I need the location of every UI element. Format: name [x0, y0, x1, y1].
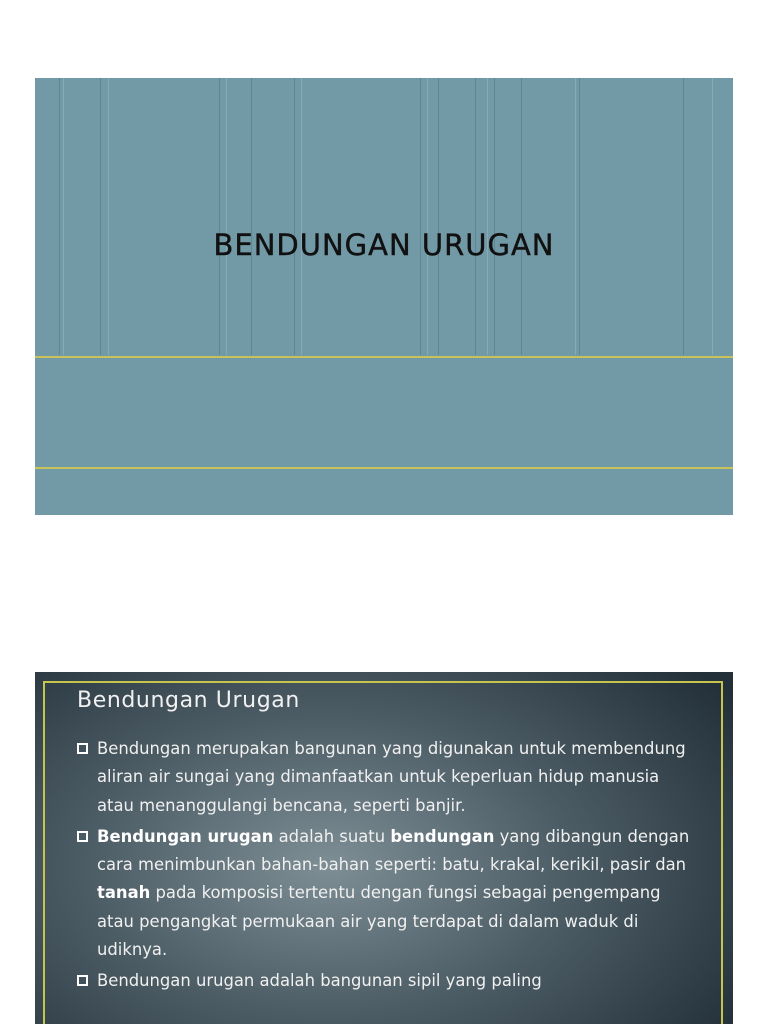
decor-line [63, 78, 64, 355]
decor-line [294, 78, 295, 355]
decor-line [301, 78, 302, 355]
decor-line [251, 78, 252, 355]
decor-line [683, 78, 684, 355]
decor-line [59, 78, 60, 355]
decor-line [521, 78, 522, 355]
decor-line [219, 78, 220, 355]
checkbox-bullet-icon [77, 831, 88, 842]
decor-line [575, 78, 576, 355]
bullet-list [77, 735, 699, 999]
divider-line [35, 467, 733, 469]
bullet-item [77, 735, 699, 820]
bold-term: Bendungan urugan [97, 826, 274, 846]
slide-title: BENDUNGAN URUGAN [213, 228, 555, 262]
decor-line [487, 78, 488, 355]
bullet-text: pada komposisi tertentu dengan fungsi sebagai pengempang atau pengangkat permukaan air yang terdapat di dalam waduk di udiknya. [97, 883, 661, 960]
divider-line [35, 356, 733, 358]
decor-line [100, 78, 101, 355]
title-slide [35, 78, 733, 515]
bullet-text: Bendungan merupakan bangunan yang digunakan untuk membendung aliran air sungai yang dimanfaatkan untuk keperluan hidup manusia atau menanggulangi bencana, seperti banjir. [97, 739, 686, 815]
decor-line [420, 78, 421, 355]
decor-line [579, 78, 580, 355]
bullet-text: yang dibangun dengan cara menimbunkan bahan-bahan seperti: batu, krakal, kerikil, pasir dan [97, 826, 690, 875]
bold-term: bendungan [390, 826, 495, 846]
bullet-item [77, 823, 699, 964]
bullet-text: adalah suatu [273, 826, 391, 846]
bullet-item [77, 967, 699, 995]
decor-line [712, 78, 713, 355]
checkbox-bullet-icon [77, 743, 88, 754]
decor-line [226, 78, 227, 355]
decor-line [494, 78, 495, 355]
decor-line [427, 78, 428, 355]
decor-line [438, 78, 439, 355]
slide-heading: Bendungan Urugan [77, 688, 300, 713]
decor-line [108, 78, 109, 355]
decor-line [475, 78, 476, 355]
bold-term: tanah [97, 883, 151, 903]
content-slide [35, 672, 733, 1024]
checkbox-bullet-icon [77, 975, 88, 986]
bullet-text: Bendungan urugan adalah bangunan sipil yang paling [97, 971, 542, 991]
